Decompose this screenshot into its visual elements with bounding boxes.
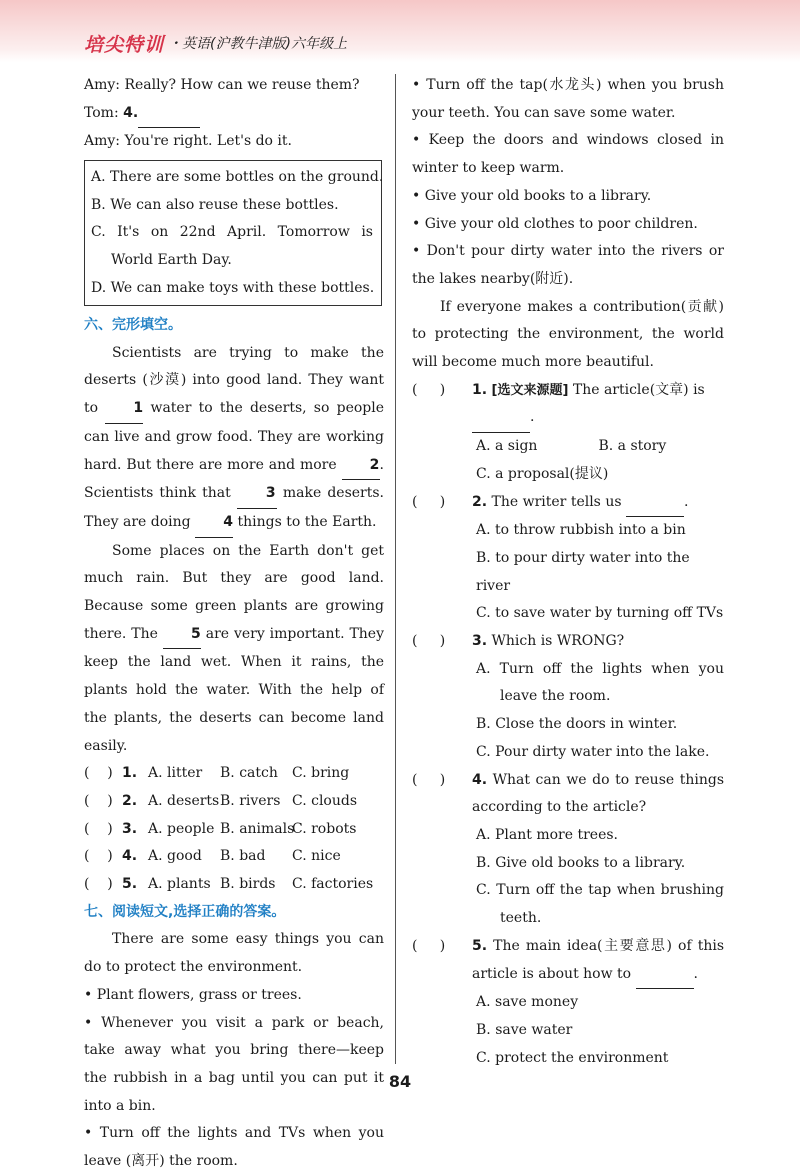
reading-bullet-6: • Give your old books to a library. bbox=[412, 187, 652, 204]
option-a: A. litter bbox=[148, 765, 203, 782]
question-stem bbox=[472, 933, 724, 989]
cloze-text: Some places on the Earth don't get much rain. But they are good land. Because some green plants are growing there. The bbox=[84, 542, 384, 642]
answer-paren[interactable]: ( ) bbox=[412, 937, 446, 954]
option-c: C. nice bbox=[292, 848, 341, 865]
q2-option-a: A. to throw rubbish into a bin bbox=[476, 522, 686, 539]
answer-blank[interactable] bbox=[636, 961, 694, 990]
q1-options-row bbox=[412, 433, 724, 461]
reading-question-5 bbox=[412, 933, 724, 989]
cloze-question-5 bbox=[84, 871, 384, 899]
question-number: 1. bbox=[472, 381, 488, 398]
reading-question-3 bbox=[412, 628, 724, 656]
answer-paren[interactable]: ( ) bbox=[84, 792, 113, 809]
answer-paren[interactable]: ( ) bbox=[84, 765, 113, 782]
page-number: 84 bbox=[388, 1072, 412, 1091]
question-text: The writer tells us bbox=[491, 493, 622, 510]
column-divider bbox=[395, 74, 396, 1064]
option-c: C. clouds bbox=[292, 792, 358, 809]
answer-blank[interactable] bbox=[472, 404, 530, 433]
cloze-question-3 bbox=[84, 816, 384, 844]
section-6-title: 六、完形填空。 bbox=[84, 317, 182, 334]
question-number: 5. bbox=[472, 937, 488, 954]
question-text: The article(文章) is bbox=[572, 381, 705, 398]
option-c: C. factories bbox=[292, 876, 374, 893]
answer-paren[interactable]: ( ) bbox=[84, 876, 113, 893]
question-number: 2. bbox=[472, 493, 488, 510]
question-number: 4. bbox=[472, 771, 488, 788]
q3-option-b: B. Close the doors in winter. bbox=[476, 716, 678, 733]
q5-option-b: B. save water bbox=[476, 1021, 573, 1038]
answer-paren[interactable]: ( ) bbox=[412, 633, 446, 650]
answer-blank[interactable] bbox=[138, 100, 200, 129]
cloze-paragraph-2 bbox=[84, 538, 384, 761]
dialogue-line-1 bbox=[84, 72, 384, 100]
box-option-c: C. It's on 22nd April. Tomorrow is World Earth Day. bbox=[91, 224, 373, 268]
options-box bbox=[84, 160, 382, 306]
question-text: What can we do to reuse things according to the article? bbox=[472, 771, 724, 816]
cloze-text: Scientists are trying to make the deserts (沙漠) into good land. They want to bbox=[84, 344, 384, 417]
option-b: B. catch bbox=[220, 765, 278, 782]
option-a: A. plants bbox=[148, 876, 211, 893]
left-column bbox=[84, 72, 384, 1176]
question-number: 2. bbox=[122, 792, 138, 809]
box-option-a: A. There are some bottles on the ground. bbox=[91, 169, 384, 186]
question-stem bbox=[472, 628, 724, 656]
speaker: Amy: bbox=[84, 133, 121, 150]
q2-option-c: C. to save water by turning off TVs bbox=[476, 605, 724, 622]
answer-paren[interactable]: ( ) bbox=[412, 771, 446, 788]
q4-option-c: C. Turn off the tap when brushing teeth. bbox=[476, 882, 724, 927]
option-b: B. animals bbox=[220, 820, 295, 837]
question-number: 4. bbox=[122, 848, 138, 865]
box-option-d: D. We can make toys with these bottles. bbox=[91, 279, 375, 296]
q3-option-c: C. Pour dirty water into the lake. bbox=[476, 743, 710, 760]
question-tail: . bbox=[693, 965, 698, 982]
dialogue-text: Really? How can we reuse them? bbox=[124, 77, 360, 93]
answer-paren[interactable]: ( ) bbox=[84, 848, 113, 865]
cloze-question-1 bbox=[84, 760, 384, 788]
section-7-title: 七、阅读短文,选择正确的答案。 bbox=[84, 903, 286, 920]
reading-question-1 bbox=[412, 377, 724, 433]
dialogue-blank-number: 4. bbox=[123, 104, 139, 121]
option-a: A. a sign bbox=[476, 438, 538, 455]
question-text: The main idea(主要意思) of this article is about how to bbox=[472, 937, 725, 982]
q4-option-a: A. Plant more trees. bbox=[476, 826, 619, 843]
answer-paren[interactable]: ( ) bbox=[412, 493, 446, 510]
page-header bbox=[0, 0, 800, 70]
option-a: A. deserts bbox=[148, 792, 220, 809]
dialogue-text: You're right. Let's do it. bbox=[124, 133, 292, 150]
answer-blank[interactable] bbox=[626, 489, 684, 518]
cloze-questions bbox=[84, 760, 384, 899]
cloze-question-2 bbox=[84, 788, 384, 816]
question-tail: . bbox=[530, 409, 535, 426]
speaker: Tom: bbox=[84, 104, 119, 121]
reading-bullet-5: • Keep the doors and windows closed in winter to keep warm. bbox=[412, 132, 724, 177]
reading-bullet-7: • Give your old clothes to poor children. bbox=[412, 215, 698, 232]
cloze-blank-1[interactable]: 1 bbox=[105, 395, 143, 424]
question-stem bbox=[472, 377, 724, 433]
q5-option-c: C. protect the environment bbox=[476, 1049, 669, 1066]
q3-option-a: A. Turn off the lights when you leave the room. bbox=[476, 660, 724, 705]
question-tail: . bbox=[683, 493, 689, 510]
brand bbox=[84, 30, 347, 56]
question-number: 3. bbox=[122, 820, 138, 837]
option-c: C. robots bbox=[292, 820, 357, 837]
reading-closing: If everyone makes a contribution(贡献) to protecting the environment, the world will become much more beautiful. bbox=[412, 298, 724, 371]
cloze-blank-5[interactable]: 5 bbox=[163, 621, 201, 650]
cloze-text: are very important. They keep the land wet. When it rains, the plants hold the water. With the help of the plants, the deserts can become land easily. bbox=[84, 625, 384, 754]
answer-paren[interactable]: ( ) bbox=[412, 381, 446, 398]
right-column bbox=[412, 72, 724, 1072]
reading-bullet-2: • Whenever you visit a park or beach, take away what you bring there—keep the rubbish in a bag until you can put it into a bin. bbox=[84, 1014, 384, 1114]
q5-option-a: A. save money bbox=[476, 994, 579, 1011]
cloze-text: . Scientists think that bbox=[84, 456, 384, 502]
reading-bullet-3: • Turn off the lights and TVs when you leave (离开) the room. bbox=[84, 1125, 384, 1170]
reading-question-4 bbox=[412, 767, 724, 822]
option-b: B. a story bbox=[598, 438, 667, 455]
cloze-blank-2[interactable]: 2 bbox=[342, 452, 380, 481]
book-subtitle: ・英语(沪教牛津版)六年级上 bbox=[168, 36, 347, 52]
reading-bullet-1: • Plant flowers, grass or trees. bbox=[84, 986, 302, 1003]
brand-title: 培尖特训 bbox=[84, 33, 165, 56]
answer-paren[interactable]: ( ) bbox=[84, 820, 113, 837]
dialogue-line-2 bbox=[84, 100, 384, 129]
dialogue-line-3 bbox=[84, 128, 384, 156]
option-b: B. birds bbox=[220, 876, 276, 893]
question-tag: [选文来源题] bbox=[491, 382, 569, 398]
question-text: Which is WRONG? bbox=[491, 633, 625, 650]
cloze-text: make deserts. They are doing bbox=[84, 485, 384, 530]
question-number: 3. bbox=[472, 633, 488, 650]
question-stem bbox=[472, 767, 724, 822]
cloze-question-4 bbox=[84, 843, 384, 871]
box-option-b: B. We can also reuse these bottles. bbox=[91, 196, 339, 213]
option-a: A. people bbox=[148, 820, 215, 837]
q2-option-b: B. to pour dirty water into the river bbox=[476, 549, 690, 594]
cloze-text: things to the Earth. bbox=[237, 513, 377, 530]
q1-option-c: C. a proposal(提议) bbox=[476, 465, 609, 482]
option-b: B. rivers bbox=[220, 792, 281, 809]
q4-option-b: B. Give old books to a library. bbox=[476, 854, 686, 871]
question-number: 1. bbox=[122, 765, 138, 782]
question-stem bbox=[472, 489, 724, 518]
reading-question-2 bbox=[412, 489, 724, 518]
option-a: A. good bbox=[148, 848, 202, 865]
option-b: B. bad bbox=[220, 848, 266, 865]
reading-intro: There are some easy things you can do to protect the environment. bbox=[84, 931, 384, 976]
speaker: Amy: bbox=[84, 77, 121, 93]
reading-bullet-8: • Don't pour dirty water into the rivers or the lakes nearby(附近). bbox=[412, 243, 724, 287]
cloze-blank-3[interactable]: 3 bbox=[237, 480, 277, 509]
reading-bullet-4: • Turn off the tap(水龙头) when you brush your teeth. You can save some water. bbox=[412, 77, 724, 121]
question-number: 5. bbox=[122, 876, 138, 893]
option-c: C. bring bbox=[292, 765, 350, 782]
cloze-text: water to the deserts, so people can live and grow food. They are working hard. But there are more and more bbox=[84, 400, 385, 473]
cloze-paragraph-1 bbox=[84, 340, 384, 538]
cloze-blank-4[interactable]: 4 bbox=[195, 509, 233, 538]
